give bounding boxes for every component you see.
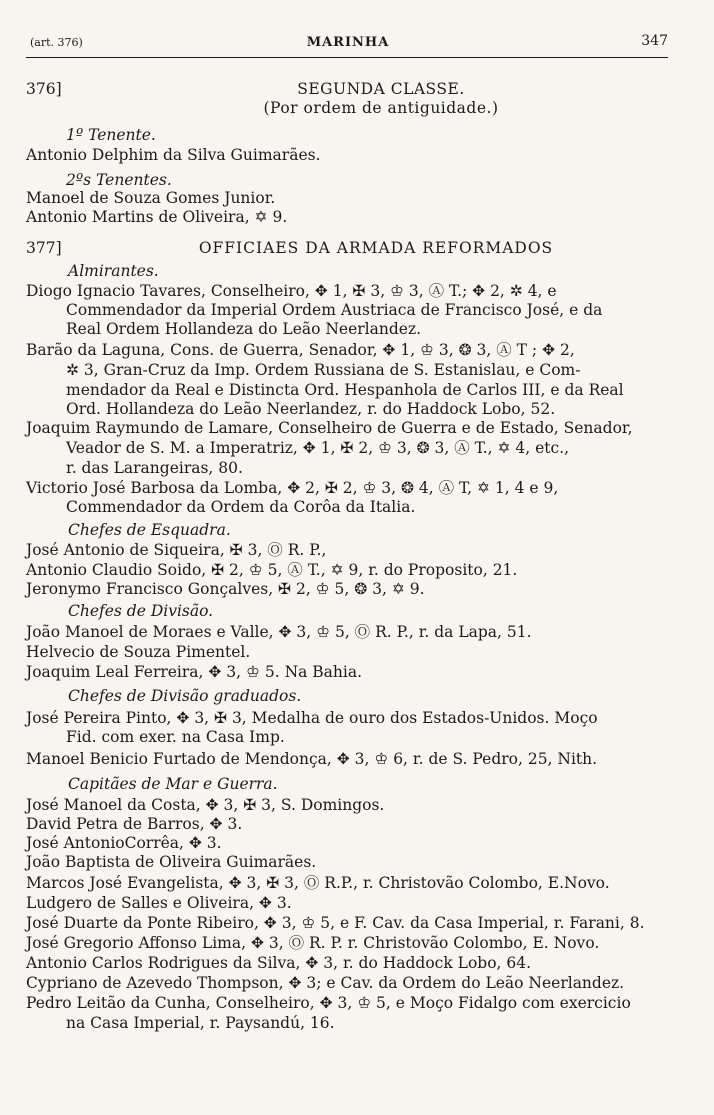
entry-continuation: r. das Larangeiras, 80.: [66, 459, 243, 477]
entry-line: Manoel Benicio Furtado de Mendonça, ✥ 3, ♔ 6, r. de S. Pedro, 25, Nith.: [26, 750, 598, 768]
entry-line: Antonio Martins de Oliveira, ✡ 9.: [26, 208, 288, 226]
category-heading: Chefes de Divisão.: [68, 602, 214, 620]
section-376-heading: [26, 80, 666, 98]
section-377-heading: [26, 239, 666, 257]
entry-continuation: Commendador da Ordem da Corôa da Italia.: [66, 498, 416, 516]
entry-continuation: Fid. com exer. na Casa Imp.: [66, 728, 285, 746]
entry-line: Diogo Ignacio Tavares, Conselheiro, ✥ 1, ✠ 3, ♔ 3, Ⓐ T.; ✥ 2, ✲ 4, e: [26, 282, 557, 300]
entry-line: Antonio Delphim da Silva Guimarães.: [26, 146, 321, 164]
entry-line: Helvecio de Souza Pimentel.: [26, 643, 251, 661]
category-heading: 2ºs Tenentes.: [66, 171, 172, 189]
entry-line: João Manoel de Moraes e Valle, ✥ 3, ♔ 5, Ⓞ R. P., r. da Lapa, 51.: [26, 623, 532, 641]
entry-line: David Petra de Barros, ✥ 3.: [26, 815, 243, 833]
header-article-ref: (art. 376): [30, 36, 83, 49]
category-heading: Chefes de Divisão graduados.: [68, 687, 302, 705]
entry-line: Joaquim Leal Ferreira, ✥ 3, ♔ 5. Na Bahia.: [26, 663, 363, 681]
entry-line: José Duarte da Ponte Ribeiro, ✥ 3, ♔ 5, e F. Cav. da Casa Imperial, r. Farani, 8.: [26, 914, 645, 932]
category-heading: 1º Tenente.: [66, 126, 156, 144]
entry-continuation: Commendador da Imperial Ordem Austriaca de Francisco José, e da: [66, 301, 603, 319]
entry-line: Victorio José Barbosa da Lomba, ✥ 2, ✠ 2, ♔ 3, ❂ 4, Ⓐ T, ✡ 1, 4 e 9,: [26, 479, 559, 497]
entry-continuation: Real Ordem Hollandeza do Leão Neerlandez.: [66, 320, 422, 338]
entry-line: João Baptista de Oliveira Guimarães.: [26, 853, 317, 871]
entry-continuation: mendador da Real e Distincta Ord. Hespanhola de Carlos III, e da Real: [66, 381, 624, 399]
entry-line: José Pereira Pinto, ✥ 3, ✠ 3, Medalha de ouro dos Estados-Unidos. Moço: [26, 709, 598, 727]
category-heading: Chefes de Esquadra.: [68, 521, 231, 539]
entry-line: José Antonio de Siqueira, ✠ 3, Ⓞ R. P.,: [26, 541, 327, 559]
page-number: 347: [641, 33, 668, 49]
entry-continuation: Ord. Hollandeza do Leão Neerlandez, r. do Haddock Lobo, 52.: [66, 400, 556, 418]
entry-line: Jeronymo Francisco Gonçalves, ✠ 2, ♔ 5, ❂ 3, ✡ 9.: [26, 580, 425, 598]
entry-line: José AntonioCorrêa, ✥ 3.: [26, 834, 222, 852]
entry-line: Ludgero de Salles e Oliveira, ✥ 3.: [26, 894, 292, 912]
entry-line: Joaquim Raymundo de Lamare, Conselheiro de Guerra e de Estado, Senador,: [26, 419, 633, 437]
section-title: SEGUNDA CLASSE.: [297, 80, 465, 98]
section-subtitle: (Por ordem de antiguidade.): [263, 99, 499, 117]
entry-line: José Gregorio Affonso Lima, ✥ 3, Ⓞ R. P. r. Christovão Colombo, E. Novo.: [26, 934, 600, 952]
category-heading: Almirantes.: [68, 262, 159, 280]
entry-line: Marcos José Evangelista, ✥ 3, ✠ 3, Ⓞ R.P., r. Christovão Colombo, E.Novo.: [26, 874, 610, 892]
section-number: 377]: [26, 239, 62, 257]
section-title: OFFICIAES DA ARMADA REFORMADOS: [198, 239, 554, 257]
entry-line: Manoel de Souza Gomes Junior.: [26, 189, 276, 207]
entry-line: Pedro Leitão da Cunha, Conselheiro, ✥ 3, ♔ 5, e Moço Fidalgo com exercicio: [26, 994, 631, 1012]
entry-line: Antonio Claudio Soido, ✠ 2, ♔ 5, Ⓐ T., ✡ 9, r. do Proposito, 21.: [26, 561, 518, 579]
entry-continuation: ✲ 3, Gran-Cruz da Imp. Ordem Russiana de S. Estanislau, e Com-: [66, 361, 581, 379]
section-number: 376]: [26, 80, 62, 98]
section-376-subtitle-line: [26, 99, 666, 117]
running-header: [28, 33, 668, 55]
entry-line: Cypriano de Azevedo Thompson, ✥ 3; e Cav. da Ordem do Leão Neerlandez.: [26, 974, 625, 992]
header-rule: [26, 57, 668, 58]
entry-continuation: Veador de S. M. a Imperatriz, ✥ 1, ✠ 2, ♔ 3, ❂ 3, Ⓐ T., ✡ 4, etc.,: [66, 439, 570, 457]
category-heading: Capitães de Mar e Guerra.: [68, 775, 278, 793]
entry-line: José Manoel da Costa, ✥ 3, ✠ 3, S. Domingos.: [26, 796, 385, 814]
entry-line: Antonio Carlos Rodrigues da Silva, ✥ 3, r. do Haddock Lobo, 64.: [26, 954, 532, 972]
entry-continuation: na Casa Imperial, r. Paysandú, 16.: [66, 1014, 335, 1032]
header-title: MARINHA: [306, 35, 390, 50]
entry-line: Barão da Laguna, Cons. de Guerra, Senador, ✥ 1, ♔ 3, ❂ 3, Ⓐ T ; ✥ 2,: [26, 341, 575, 359]
